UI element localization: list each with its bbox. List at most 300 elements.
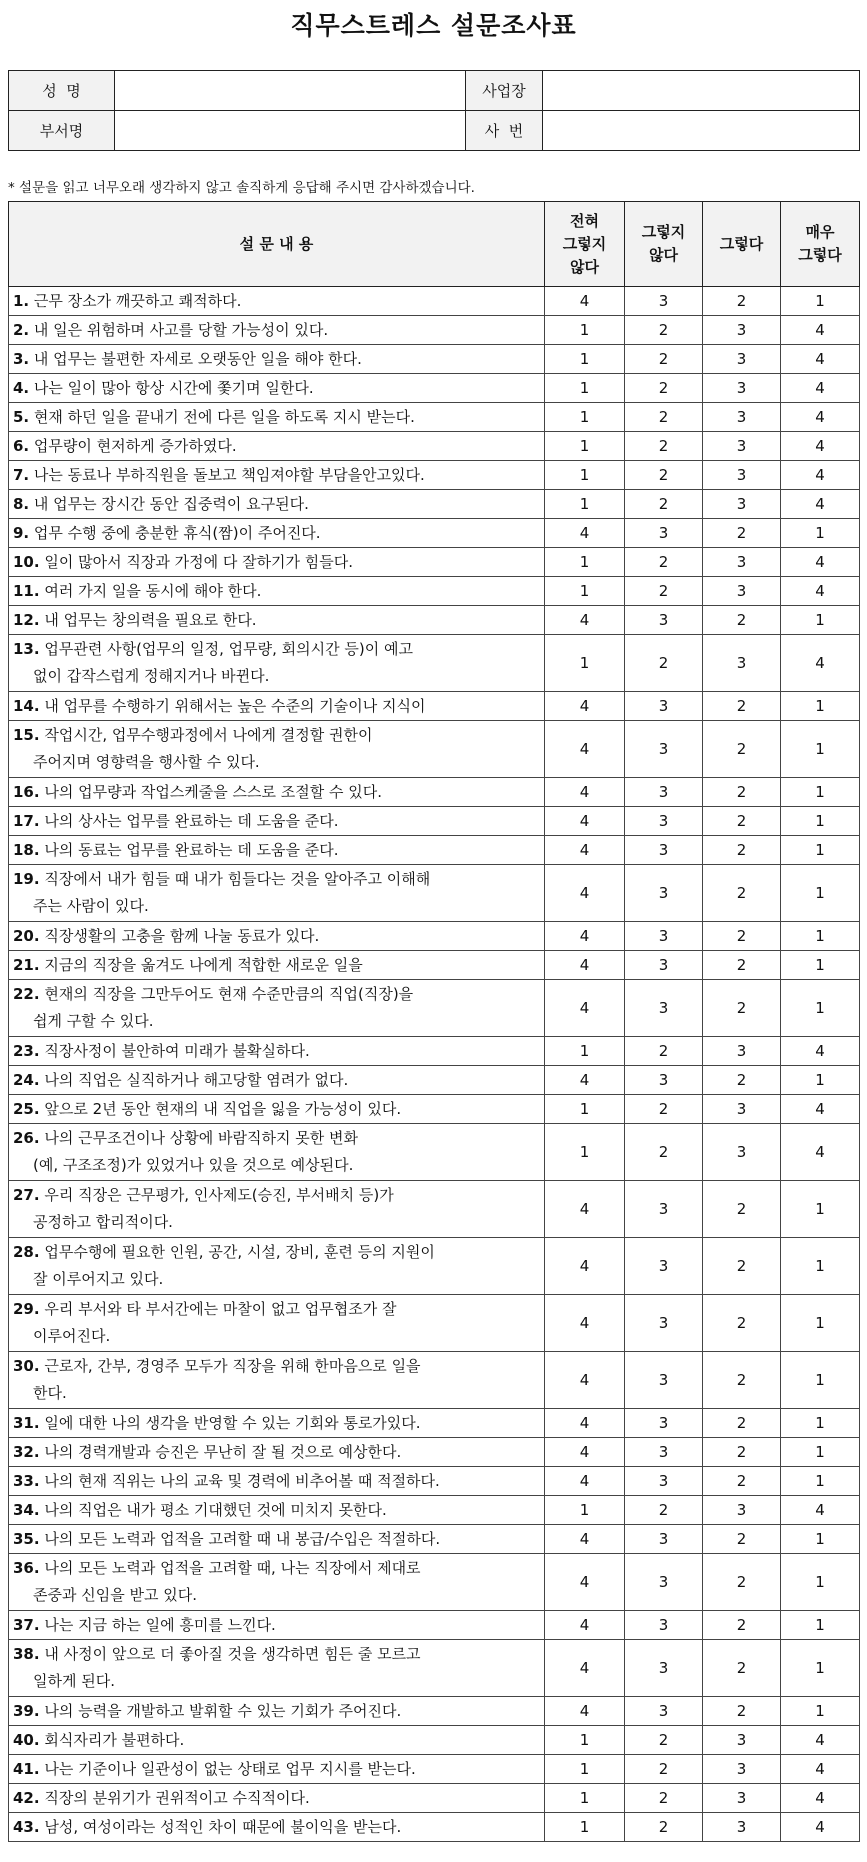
name-field[interactable] xyxy=(115,71,466,111)
question-line: 나의 직업은 실직하거나 해고당할 염려가 없다. xyxy=(44,1071,349,1089)
question-line: 일하게 된다. xyxy=(33,1672,115,1690)
question-row xyxy=(9,1496,860,1525)
question-number: 18. xyxy=(13,841,40,859)
question-text xyxy=(9,548,545,577)
question-line: 없이 갑작스럽게 정해지거나 바뀐다. xyxy=(33,667,270,685)
empno-field[interactable] xyxy=(543,111,860,151)
score-option-2[interactable]: 3 xyxy=(625,1238,703,1295)
score-option-3[interactable]: 3 xyxy=(703,490,781,519)
question-number: 9. xyxy=(13,524,30,542)
score-option-2[interactable]: 3 xyxy=(625,1295,703,1352)
question-text xyxy=(9,1409,545,1438)
score-option-4[interactable]: 1 xyxy=(781,1697,860,1726)
score-option-1[interactable]: 1 xyxy=(545,1726,625,1755)
score-option-4[interactable]: 1 xyxy=(781,1295,860,1352)
score-option-2[interactable]: 2 xyxy=(625,1496,703,1525)
question-line: 근무 장소가 깨끗하고 쾌적하다. xyxy=(33,292,242,310)
question-text xyxy=(9,1640,545,1697)
score-option-3[interactable]: 2 xyxy=(703,721,781,778)
score-option-2[interactable]: 3 xyxy=(625,1066,703,1095)
score-option-4[interactable]: 1 xyxy=(781,807,860,836)
score-option-2[interactable]: 2 xyxy=(625,1755,703,1784)
question-line: 주어지며 영향력을 행사할 수 있다. xyxy=(33,753,260,771)
header-strongly-disagree xyxy=(545,202,625,287)
question-text xyxy=(9,1611,545,1640)
question-number: 31. xyxy=(13,1414,40,1432)
question-row xyxy=(9,1238,860,1295)
score-option-1[interactable]: 4 xyxy=(545,1525,625,1554)
score-option-2[interactable]: 2 xyxy=(625,1813,703,1842)
question-text xyxy=(9,1438,545,1467)
question-line: 지금의 직장을 옮겨도 나에게 적합한 새로운 일을 xyxy=(44,956,363,974)
question-row xyxy=(9,1409,860,1438)
score-option-3[interactable]: 3 xyxy=(703,1496,781,1525)
score-option-1[interactable]: 4 xyxy=(545,1181,625,1238)
question-number: 23. xyxy=(13,1042,40,1060)
question-row xyxy=(9,778,860,807)
score-option-2[interactable]: 2 xyxy=(625,432,703,461)
question-line: 잘 이루어지고 있다. xyxy=(33,1270,164,1288)
score-option-4[interactable]: 4 xyxy=(781,461,860,490)
score-option-3[interactable]: 3 xyxy=(703,1037,781,1066)
score-option-2[interactable]: 3 xyxy=(625,721,703,778)
question-number: 27. xyxy=(13,1186,40,1204)
score-option-3[interactable]: 2 xyxy=(703,1467,781,1496)
question-text xyxy=(9,1352,545,1409)
score-option-4[interactable]: 4 xyxy=(781,316,860,345)
question-line: 공정하고 합리적이다. xyxy=(33,1213,173,1231)
question-number: 36. xyxy=(13,1559,40,1577)
score-option-1[interactable]: 4 xyxy=(545,807,625,836)
score-option-3[interactable]: 3 xyxy=(703,432,781,461)
score-option-3[interactable]: 3 xyxy=(703,1726,781,1755)
score-option-4[interactable]: 4 xyxy=(781,345,860,374)
score-option-1[interactable]: 4 xyxy=(545,1295,625,1352)
score-option-4[interactable]: 4 xyxy=(781,1726,860,1755)
question-line: 나의 모든 노력과 업적을 고려할 때 내 봉급/수입은 적절하다. xyxy=(44,1530,441,1548)
score-option-3[interactable]: 2 xyxy=(703,1554,781,1611)
score-option-4[interactable]: 1 xyxy=(781,1352,860,1409)
question-row xyxy=(9,345,860,374)
score-option-1[interactable]: 4 xyxy=(545,1238,625,1295)
score-option-3[interactable]: 2 xyxy=(703,1409,781,1438)
score-option-3[interactable]: 3 xyxy=(703,461,781,490)
question-line: 현재의 직장을 그만두어도 현재 수준만큼의 직업(직장)을 xyxy=(44,985,414,1003)
score-option-4[interactable]: 1 xyxy=(781,721,860,778)
score-option-2[interactable]: 2 xyxy=(625,1784,703,1813)
score-option-4[interactable]: 1 xyxy=(781,922,860,951)
score-option-2[interactable]: 3 xyxy=(625,1409,703,1438)
score-option-4[interactable]: 1 xyxy=(781,606,860,635)
score-option-4[interactable]: 4 xyxy=(781,577,860,606)
score-option-4[interactable]: 4 xyxy=(781,432,860,461)
score-option-1[interactable]: 1 xyxy=(545,1496,625,1525)
question-text xyxy=(9,1295,545,1352)
score-option-2[interactable]: 3 xyxy=(625,865,703,922)
score-option-4[interactable]: 1 xyxy=(781,1066,860,1095)
score-option-2[interactable]: 3 xyxy=(625,1438,703,1467)
question-text xyxy=(9,461,545,490)
score-option-4[interactable]: 4 xyxy=(781,490,860,519)
question-number: 19. xyxy=(13,870,40,888)
question-text xyxy=(9,721,545,778)
question-line: 내 사정이 앞으로 더 좋아질 것을 생각하면 힘든 줄 모르고 xyxy=(44,1645,421,1663)
question-row xyxy=(9,922,860,951)
question-text xyxy=(9,577,545,606)
score-option-4[interactable]: 4 xyxy=(781,403,860,432)
score-option-4[interactable]: 1 xyxy=(781,1181,860,1238)
question-text xyxy=(9,836,545,865)
score-option-2[interactable]: 3 xyxy=(625,807,703,836)
score-option-1[interactable]: 1 xyxy=(545,490,625,519)
question-text xyxy=(9,778,545,807)
question-number: 43. xyxy=(13,1818,40,1836)
question-row xyxy=(9,635,860,692)
question-number: 2. xyxy=(13,321,30,339)
score-option-2[interactable]: 3 xyxy=(625,1525,703,1554)
score-option-3[interactable]: 2 xyxy=(703,1640,781,1697)
question-number: 12. xyxy=(13,611,40,629)
score-option-1[interactable]: 1 xyxy=(545,1755,625,1784)
question-text xyxy=(9,865,545,922)
score-option-3[interactable]: 2 xyxy=(703,922,781,951)
score-option-2[interactable]: 2 xyxy=(625,577,703,606)
question-text xyxy=(9,1697,545,1726)
question-row xyxy=(9,1784,860,1813)
score-option-1[interactable]: 4 xyxy=(545,865,625,922)
question-row xyxy=(9,374,860,403)
score-option-1[interactable]: 4 xyxy=(545,1066,625,1095)
score-option-1[interactable]: 4 xyxy=(545,1697,625,1726)
score-option-4[interactable]: 1 xyxy=(781,287,860,316)
score-option-4[interactable]: 4 xyxy=(781,1037,860,1066)
score-option-1[interactable]: 4 xyxy=(545,1352,625,1409)
question-line: 한다. xyxy=(33,1384,67,1402)
score-option-2[interactable]: 2 xyxy=(625,461,703,490)
score-option-4[interactable]: 1 xyxy=(781,778,860,807)
score-option-3[interactable]: 2 xyxy=(703,1525,781,1554)
question-row xyxy=(9,1124,860,1181)
question-text xyxy=(9,403,545,432)
score-option-2[interactable]: 3 xyxy=(625,980,703,1037)
score-option-3[interactable]: 3 xyxy=(703,635,781,692)
score-option-2[interactable]: 3 xyxy=(625,922,703,951)
score-option-1[interactable]: 1 xyxy=(545,374,625,403)
score-option-1[interactable]: 4 xyxy=(545,1467,625,1496)
question-text xyxy=(9,1037,545,1066)
question-row xyxy=(9,1726,860,1755)
question-line: 존중과 신임을 받고 있다. xyxy=(33,1586,197,1604)
score-option-1[interactable]: 4 xyxy=(545,519,625,548)
score-option-4[interactable]: 4 xyxy=(781,1496,860,1525)
score-option-1[interactable]: 4 xyxy=(545,1611,625,1640)
score-option-3[interactable]: 2 xyxy=(703,1181,781,1238)
question-line: 일에 대한 나의 생각을 반영할 수 있는 기회와 통로가있다. xyxy=(44,1414,421,1432)
question-number: 4. xyxy=(13,379,30,397)
score-option-2[interactable]: 3 xyxy=(625,692,703,721)
score-option-1[interactable]: 1 xyxy=(545,1813,625,1842)
score-option-2[interactable]: 3 xyxy=(625,1611,703,1640)
score-option-3[interactable]: 2 xyxy=(703,1611,781,1640)
question-text xyxy=(9,1554,545,1611)
question-text xyxy=(9,287,545,316)
score-option-1[interactable]: 1 xyxy=(545,635,625,692)
score-option-2[interactable]: 2 xyxy=(625,316,703,345)
score-option-2[interactable]: 3 xyxy=(625,287,703,316)
score-option-4[interactable]: 1 xyxy=(781,1467,860,1496)
question-line: 직장사정이 불안하여 미래가 불확실하다. xyxy=(44,1042,310,1060)
question-text xyxy=(9,1813,545,1842)
question-line: 내 업무는 불편한 자세로 오랫동안 일을 해야 한다. xyxy=(33,350,362,368)
question-row xyxy=(9,1037,860,1066)
score-option-3[interactable]: 3 xyxy=(703,403,781,432)
score-option-3[interactable]: 3 xyxy=(703,345,781,374)
question-text xyxy=(9,1755,545,1784)
question-line: 업무관련 사항(업무의 일정, 업무량, 회의시간 등)이 예고 xyxy=(44,640,413,658)
score-option-4[interactable]: 4 xyxy=(781,1095,860,1124)
score-option-3[interactable]: 3 xyxy=(703,316,781,345)
score-option-3[interactable]: 3 xyxy=(703,374,781,403)
score-option-1[interactable]: 1 xyxy=(545,1095,625,1124)
header-strongly-agree xyxy=(781,202,860,287)
score-option-1[interactable]: 1 xyxy=(545,461,625,490)
score-option-2[interactable]: 3 xyxy=(625,1640,703,1697)
header-line: 않다 xyxy=(649,246,678,264)
question-line: 여러 가지 일을 동시에 해야 한다. xyxy=(44,582,262,600)
question-line: 주는 사람이 있다. xyxy=(33,897,149,915)
score-option-3[interactable]: 3 xyxy=(703,548,781,577)
score-option-1[interactable]: 1 xyxy=(545,1124,625,1181)
score-option-1[interactable]: 4 xyxy=(545,1409,625,1438)
score-option-4[interactable]: 1 xyxy=(781,1438,860,1467)
question-number: 3. xyxy=(13,350,30,368)
score-option-1[interactable]: 4 xyxy=(545,836,625,865)
question-row xyxy=(9,287,860,316)
question-number: 10. xyxy=(13,553,40,571)
score-option-4[interactable]: 1 xyxy=(781,1409,860,1438)
question-row xyxy=(9,316,860,345)
score-option-4[interactable]: 1 xyxy=(781,1554,860,1611)
score-option-3[interactable]: 2 xyxy=(703,1697,781,1726)
question-row xyxy=(9,606,860,635)
question-line: 나의 근무조건이나 상황에 바람직하지 못한 변화 xyxy=(44,1129,359,1147)
question-number: 16. xyxy=(13,783,40,801)
score-option-2[interactable]: 2 xyxy=(625,374,703,403)
question-number: 24. xyxy=(13,1071,40,1089)
score-option-3[interactable]: 2 xyxy=(703,1066,781,1095)
question-line: 나는 동료나 부하직원을 돌보고 책임져야할 부담을안고있다. xyxy=(33,466,425,484)
score-option-2[interactable]: 2 xyxy=(625,1095,703,1124)
question-number: 17. xyxy=(13,812,40,830)
score-option-1[interactable]: 1 xyxy=(545,403,625,432)
question-row xyxy=(9,1697,860,1726)
score-option-2[interactable]: 2 xyxy=(625,1726,703,1755)
score-option-4[interactable]: 4 xyxy=(781,635,860,692)
score-option-3[interactable]: 2 xyxy=(703,807,781,836)
score-option-4[interactable]: 1 xyxy=(781,1238,860,1295)
question-row xyxy=(9,692,860,721)
score-option-3[interactable]: 2 xyxy=(703,1438,781,1467)
score-option-3[interactable]: 2 xyxy=(703,606,781,635)
score-option-1[interactable]: 4 xyxy=(545,922,625,951)
score-option-2[interactable]: 3 xyxy=(625,951,703,980)
question-number: 26. xyxy=(13,1129,40,1147)
question-number: 30. xyxy=(13,1357,40,1375)
question-line: 이루어진다. xyxy=(33,1327,111,1345)
score-option-1[interactable]: 1 xyxy=(545,1784,625,1813)
question-number: 14. xyxy=(13,697,40,715)
score-option-3[interactable]: 2 xyxy=(703,1238,781,1295)
score-option-1[interactable]: 1 xyxy=(545,316,625,345)
score-option-4[interactable]: 1 xyxy=(781,1611,860,1640)
score-option-1[interactable]: 1 xyxy=(545,432,625,461)
score-option-2[interactable]: 3 xyxy=(625,1554,703,1611)
score-option-2[interactable]: 2 xyxy=(625,635,703,692)
score-option-4[interactable]: 4 xyxy=(781,1124,860,1181)
question-text xyxy=(9,432,545,461)
empno-label: 사 번 xyxy=(466,111,543,151)
question-line: 나의 직업은 내가 평소 기대했던 것에 미치지 못한다. xyxy=(44,1501,387,1519)
question-row xyxy=(9,980,860,1037)
score-option-2[interactable]: 2 xyxy=(625,1037,703,1066)
score-option-1[interactable]: 4 xyxy=(545,1554,625,1611)
score-option-2[interactable]: 3 xyxy=(625,836,703,865)
header-line: 그렇지 xyxy=(562,234,607,253)
score-option-3[interactable]: 2 xyxy=(703,692,781,721)
dept-field[interactable] xyxy=(115,111,466,151)
score-option-1[interactable]: 1 xyxy=(545,1037,625,1066)
question-number: 37. xyxy=(13,1616,40,1634)
workplace-field[interactable] xyxy=(543,71,860,111)
question-line: 직장에서 내가 힘들 때 내가 힘들다는 것을 알아주고 이해해 xyxy=(44,870,431,888)
score-option-4[interactable]: 4 xyxy=(781,1784,860,1813)
score-option-2[interactable]: 3 xyxy=(625,519,703,548)
question-row xyxy=(9,548,860,577)
score-option-4[interactable]: 4 xyxy=(781,548,860,577)
score-option-4[interactable]: 1 xyxy=(781,836,860,865)
score-option-3[interactable]: 3 xyxy=(703,1813,781,1842)
score-option-2[interactable]: 3 xyxy=(625,1697,703,1726)
score-option-4[interactable]: 1 xyxy=(781,951,860,980)
score-option-4[interactable]: 1 xyxy=(781,519,860,548)
score-option-3[interactable]: 3 xyxy=(703,577,781,606)
score-option-3[interactable]: 2 xyxy=(703,951,781,980)
question-text xyxy=(9,316,545,345)
name-label: 성 명 xyxy=(9,71,115,111)
score-option-2[interactable]: 2 xyxy=(625,403,703,432)
score-option-3[interactable]: 2 xyxy=(703,980,781,1037)
header-line: 않다 xyxy=(570,257,599,276)
score-option-1[interactable]: 4 xyxy=(545,692,625,721)
score-option-4[interactable]: 1 xyxy=(781,1640,860,1697)
question-text xyxy=(9,692,545,721)
score-option-3[interactable]: 2 xyxy=(703,287,781,316)
question-line: 우리 부서와 타 부서간에는 마찰이 없고 업무협조가 잘 xyxy=(44,1300,397,1318)
score-option-4[interactable]: 1 xyxy=(781,865,860,922)
question-text xyxy=(9,490,545,519)
score-option-4[interactable]: 4 xyxy=(781,1813,860,1842)
question-number: 8. xyxy=(13,495,30,513)
question-line: 회식자리가 불편하다. xyxy=(44,1731,185,1749)
score-option-3[interactable]: 3 xyxy=(703,1755,781,1784)
question-line: 현재 하던 일을 끝내기 전에 다른 일을 하도록 지시 받는다. xyxy=(33,408,415,426)
score-option-1[interactable]: 4 xyxy=(545,980,625,1037)
header-line: 전혀 xyxy=(570,211,599,230)
question-row xyxy=(9,461,860,490)
score-option-2[interactable]: 2 xyxy=(625,1124,703,1181)
question-text xyxy=(9,1124,545,1181)
question-line: 일이 많아서 직장과 가정에 다 잘하기가 힘들다. xyxy=(44,553,354,571)
score-option-1[interactable]: 1 xyxy=(545,577,625,606)
question-number: 21. xyxy=(13,956,40,974)
question-text xyxy=(9,1066,545,1095)
question-number: 28. xyxy=(13,1243,40,1261)
score-option-1[interactable]: 4 xyxy=(545,1438,625,1467)
question-row xyxy=(9,836,860,865)
score-option-3[interactable]: 2 xyxy=(703,1295,781,1352)
score-option-1[interactable]: 4 xyxy=(545,951,625,980)
score-option-4[interactable]: 1 xyxy=(781,1525,860,1554)
question-row xyxy=(9,432,860,461)
score-option-1[interactable]: 4 xyxy=(545,1640,625,1697)
score-option-3[interactable]: 3 xyxy=(703,1784,781,1813)
score-option-3[interactable]: 2 xyxy=(703,865,781,922)
question-line: 나의 현재 직위는 나의 교육 및 경력에 비추어볼 때 적절하다. xyxy=(44,1472,440,1490)
score-option-4[interactable]: 4 xyxy=(781,374,860,403)
score-option-4[interactable]: 1 xyxy=(781,980,860,1037)
score-option-4[interactable]: 1 xyxy=(781,692,860,721)
score-option-2[interactable]: 2 xyxy=(625,548,703,577)
question-text xyxy=(9,635,545,692)
score-option-3[interactable]: 2 xyxy=(703,778,781,807)
question-number: 34. xyxy=(13,1501,40,1519)
question-number: 15. xyxy=(13,726,40,744)
question-line: 남성, 여성이라는 성적인 차이 때문에 불이익을 받는다. xyxy=(44,1818,402,1836)
workplace-label: 사업장 xyxy=(466,71,543,111)
score-option-3[interactable]: 3 xyxy=(703,1095,781,1124)
question-line: 쉽게 구할 수 있다. xyxy=(33,1012,154,1030)
score-option-4[interactable]: 4 xyxy=(781,1755,860,1784)
score-option-1[interactable]: 4 xyxy=(545,287,625,316)
respondent-info-table xyxy=(8,70,860,151)
score-option-1[interactable]: 4 xyxy=(545,721,625,778)
score-option-2[interactable]: 3 xyxy=(625,1352,703,1409)
question-line: 나는 기준이나 일관성이 없는 상태로 업무 지시를 받는다. xyxy=(44,1760,416,1778)
score-option-3[interactable]: 2 xyxy=(703,1352,781,1409)
question-row xyxy=(9,1640,860,1697)
question-row xyxy=(9,519,860,548)
score-option-1[interactable]: 1 xyxy=(545,548,625,577)
score-option-2[interactable]: 3 xyxy=(625,606,703,635)
question-text xyxy=(9,519,545,548)
score-option-3[interactable]: 2 xyxy=(703,836,781,865)
score-option-2[interactable]: 3 xyxy=(625,1467,703,1496)
score-option-1[interactable]: 4 xyxy=(545,606,625,635)
score-option-1[interactable]: 4 xyxy=(545,778,625,807)
score-option-1[interactable]: 1 xyxy=(545,345,625,374)
score-option-3[interactable]: 2 xyxy=(703,519,781,548)
question-text xyxy=(9,1784,545,1813)
score-option-2[interactable]: 3 xyxy=(625,1181,703,1238)
question-number: 6. xyxy=(13,437,30,455)
score-option-2[interactable]: 2 xyxy=(625,345,703,374)
header-line: 매우 xyxy=(805,223,835,241)
score-option-2[interactable]: 2 xyxy=(625,490,703,519)
score-option-3[interactable]: 3 xyxy=(703,1124,781,1181)
question-row xyxy=(9,1611,860,1640)
score-option-2[interactable]: 3 xyxy=(625,778,703,807)
question-line: 업무 수행 중에 충분한 휴식(짬)이 주어진다. xyxy=(33,524,321,542)
